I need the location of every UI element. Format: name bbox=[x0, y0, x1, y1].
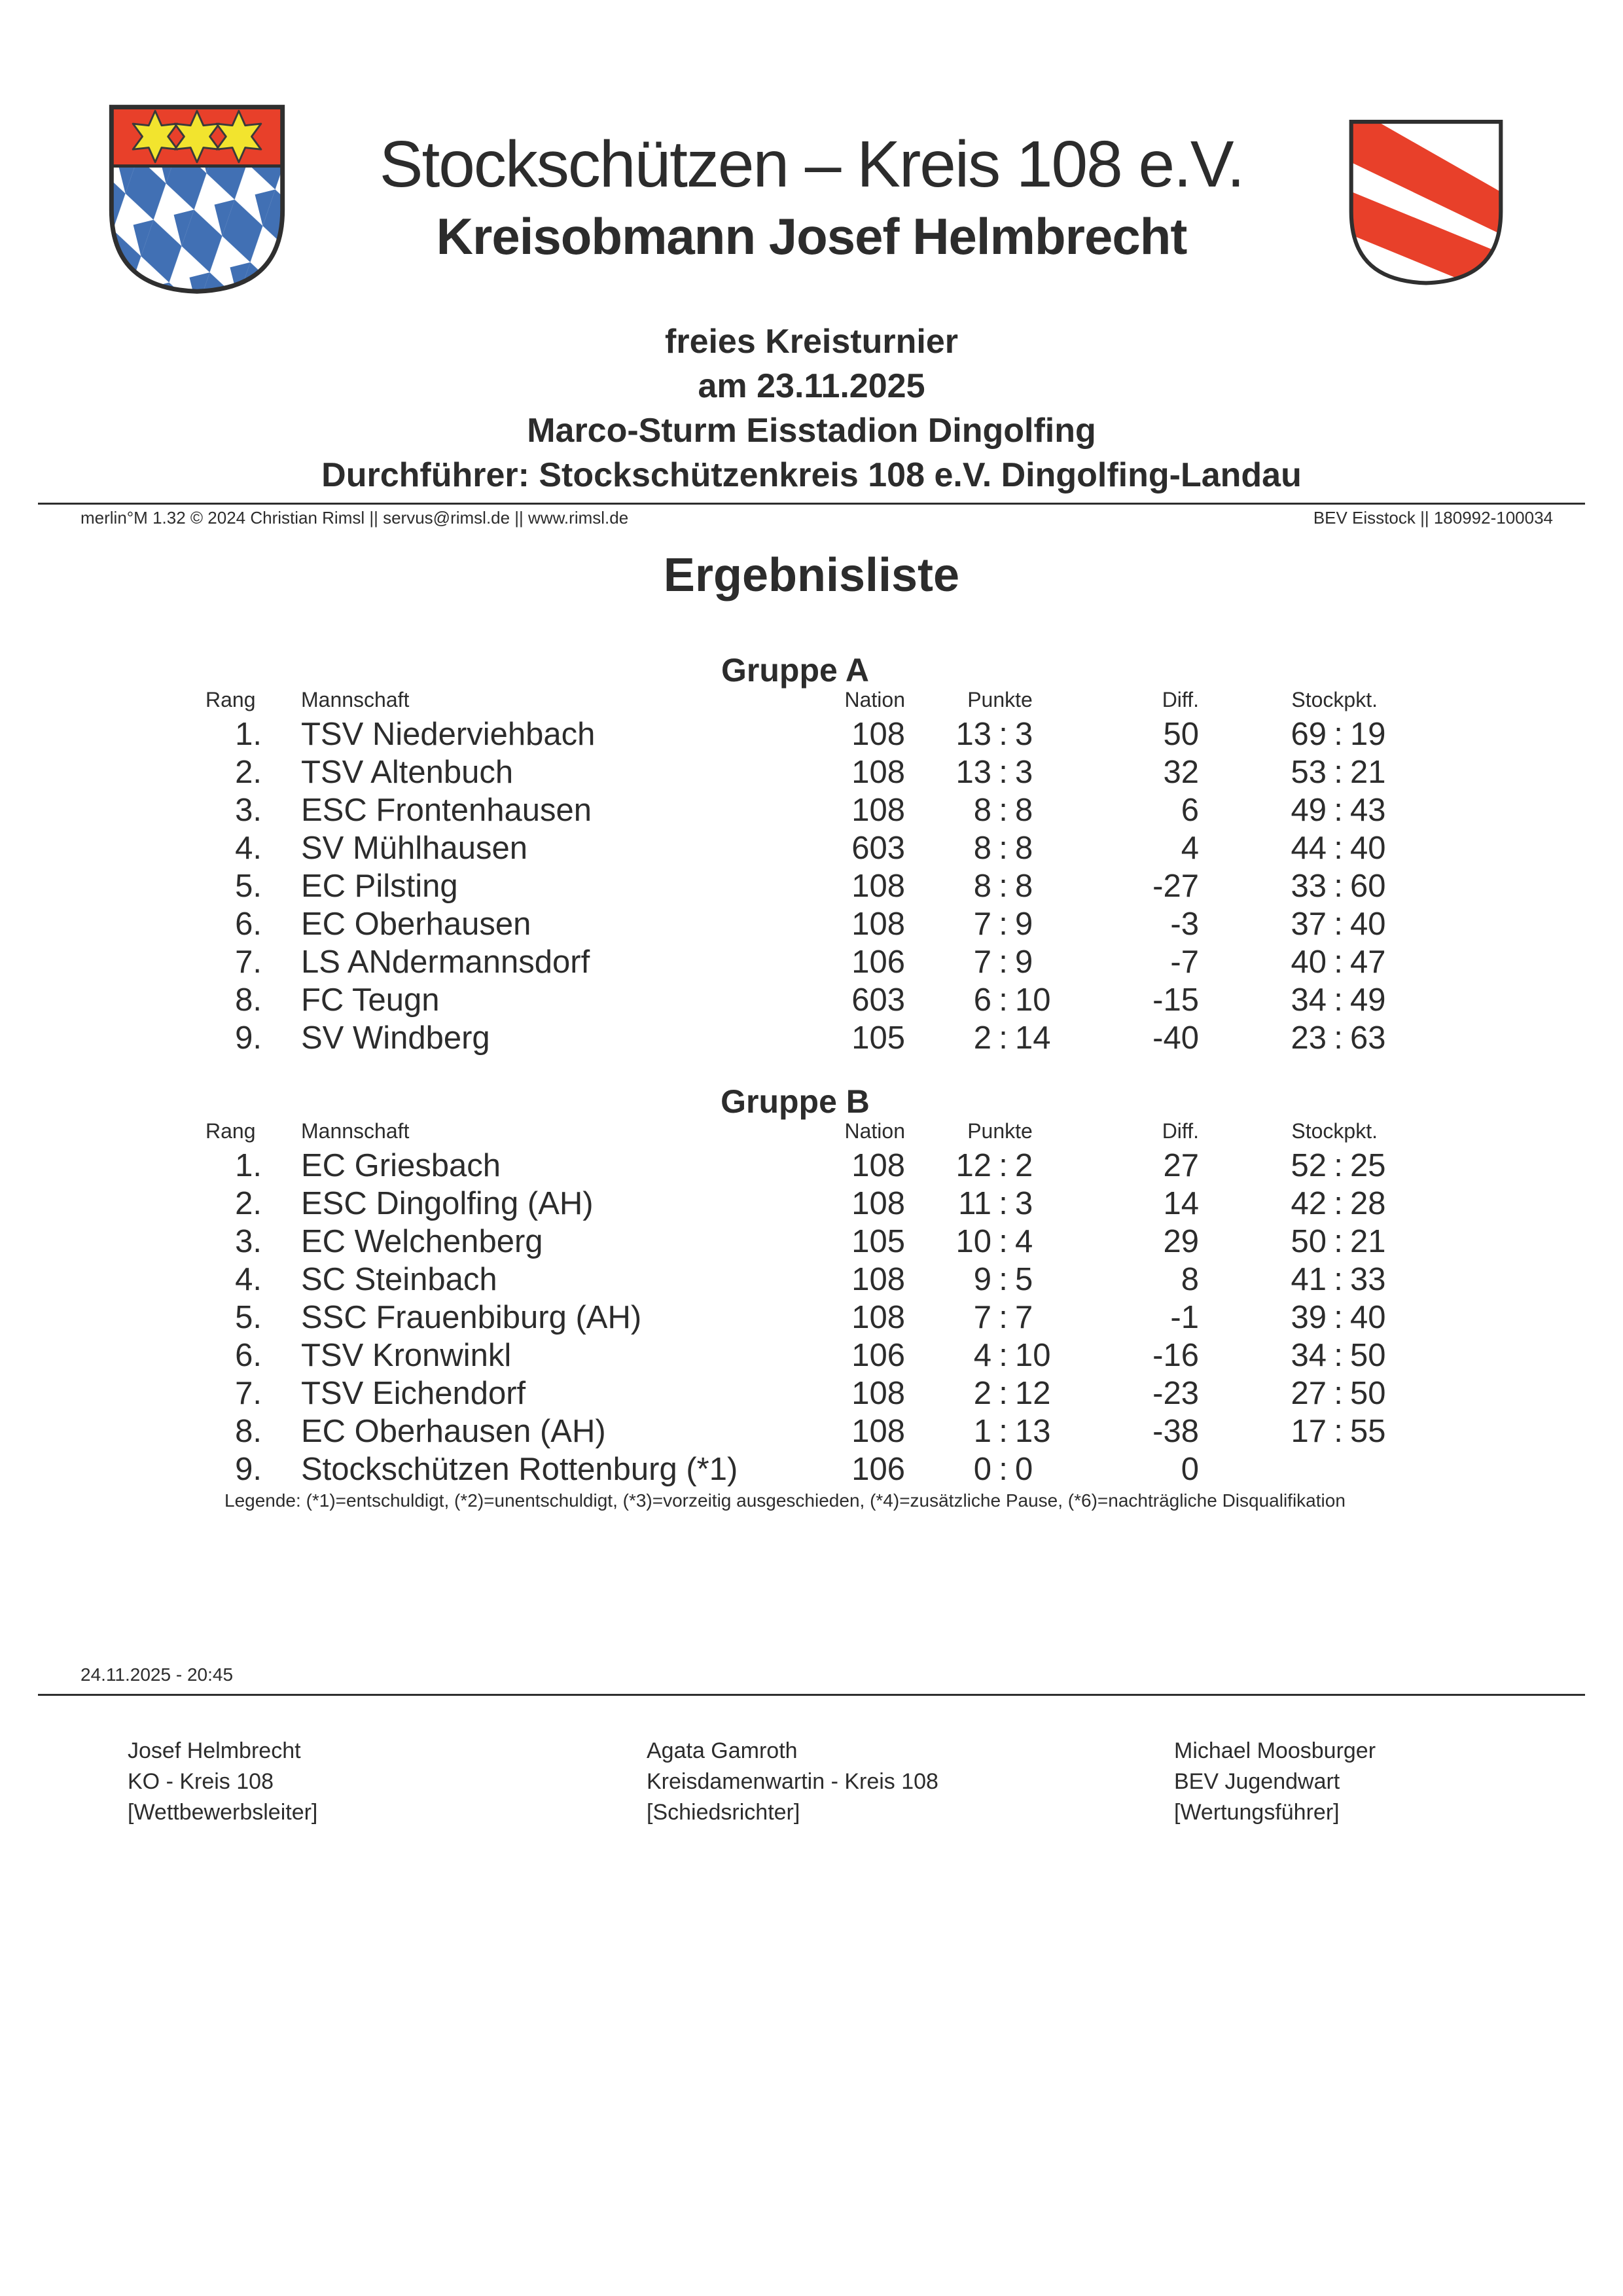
cell-rank: 9. bbox=[235, 1020, 262, 1056]
official-name: Agata Gamroth bbox=[647, 1738, 798, 1763]
cell-diff: 14 bbox=[1163, 1186, 1199, 1221]
cell-stockpkt: 23 : 63 bbox=[1291, 1020, 1386, 1056]
cell-nation: 108 bbox=[851, 755, 905, 790]
official-function: [Wertungsführer] bbox=[1174, 1800, 1340, 1825]
cell-stockpkt: 69 : 19 bbox=[1291, 717, 1386, 752]
cell-diff: -3 bbox=[1170, 906, 1199, 942]
column-header-rank: Rang bbox=[205, 1119, 256, 1143]
official-role: Kreisdamenwartin - Kreis 108 bbox=[647, 1769, 938, 1794]
cell-rank: 1. bbox=[235, 717, 262, 752]
event-name: freies Kreisturnier bbox=[665, 323, 958, 361]
cell-stockpkt: 52 : 25 bbox=[1291, 1148, 1386, 1183]
cell-rank: 1. bbox=[235, 1148, 262, 1183]
cell-nation: 108 bbox=[851, 869, 905, 904]
cell-nation: 108 bbox=[851, 717, 905, 752]
cell-stockpkt: 49 : 43 bbox=[1291, 793, 1386, 828]
table-row bbox=[0, 1147, 1623, 1185]
cell-rank: 3. bbox=[235, 793, 262, 828]
official-function: [Wettbewerbsleiter] bbox=[128, 1800, 318, 1825]
cell-diff: 8 bbox=[1181, 1262, 1199, 1297]
cell-stockpkt: 17 : 55 bbox=[1291, 1414, 1386, 1449]
column-header-stockpkt: Stockpkt. bbox=[1291, 688, 1378, 711]
table-row bbox=[0, 1299, 1623, 1336]
column-header-team: Mannschaft bbox=[301, 1119, 410, 1143]
cell-team: SSC Frauenbiburg (AH) bbox=[301, 1300, 642, 1335]
cell-points: 10 : 4 bbox=[955, 1224, 1033, 1259]
column-header-points: Punkte bbox=[967, 1119, 1033, 1143]
cell-points: 8 : 8 bbox=[973, 831, 1033, 866]
table-row bbox=[0, 829, 1623, 867]
cell-team: EC Oberhausen (AH) bbox=[301, 1414, 606, 1449]
cell-rank: 4. bbox=[235, 831, 262, 866]
cell-points: 13 : 3 bbox=[955, 755, 1033, 790]
official-name: Josef Helmbrecht bbox=[128, 1738, 301, 1763]
cell-points: 7 : 9 bbox=[973, 944, 1033, 980]
cell-team: TSV Altenbuch bbox=[301, 755, 514, 790]
cell-diff: -40 bbox=[1152, 1020, 1199, 1056]
cell-diff: 27 bbox=[1163, 1148, 1199, 1183]
software-credit: merlin°M 1.32 © 2024 Christian Rimsl || servus@rimsl.de || www.rimsl.de bbox=[80, 508, 629, 528]
table-row bbox=[0, 981, 1623, 1019]
cell-points: 1 : 13 bbox=[973, 1414, 1051, 1449]
table-row bbox=[0, 1336, 1623, 1374]
column-header-diff: Diff. bbox=[1162, 1119, 1199, 1143]
cell-stockpkt: 50 : 21 bbox=[1291, 1224, 1386, 1259]
cell-points: 6 : 10 bbox=[973, 982, 1051, 1018]
cell-nation: 108 bbox=[851, 1186, 905, 1221]
cell-diff: 0 bbox=[1181, 1452, 1199, 1487]
cell-nation: 603 bbox=[851, 831, 905, 866]
table-row bbox=[0, 1019, 1623, 1057]
cell-points: 13 : 3 bbox=[955, 717, 1033, 752]
cell-rank: 2. bbox=[235, 755, 262, 790]
official-scorer bbox=[1174, 1736, 1376, 1828]
cell-points: 0 : 0 bbox=[973, 1452, 1033, 1487]
cell-nation: 106 bbox=[851, 944, 905, 980]
cell-team: ESC Frontenhausen bbox=[301, 793, 592, 828]
column-header-diff: Diff. bbox=[1162, 688, 1199, 711]
cell-diff: -27 bbox=[1152, 869, 1199, 904]
table-row bbox=[0, 1450, 1623, 1488]
cell-stockpkt: 40 : 47 bbox=[1291, 944, 1386, 980]
cell-team: SC Steinbach bbox=[301, 1262, 497, 1297]
group-a-title: Gruppe A bbox=[721, 652, 869, 689]
footer-divider bbox=[38, 1694, 1585, 1696]
table-row bbox=[0, 1412, 1623, 1450]
federation-id: BEV Eisstock || 180992-100034 bbox=[1313, 508, 1553, 528]
cell-rank: 6. bbox=[235, 906, 262, 942]
group-b-title: Gruppe B bbox=[721, 1083, 870, 1120]
cell-diff: -16 bbox=[1152, 1338, 1199, 1373]
group-b-rows bbox=[0, 1147, 1623, 1488]
table-row bbox=[0, 1223, 1623, 1261]
cell-rank: 6. bbox=[235, 1338, 262, 1373]
column-header-points: Punkte bbox=[967, 688, 1033, 711]
event-date: am 23.11.2025 bbox=[698, 367, 925, 405]
cell-nation: 106 bbox=[851, 1338, 905, 1373]
cell-stockpkt: 42 : 28 bbox=[1291, 1186, 1386, 1221]
cell-nation: 108 bbox=[851, 1300, 905, 1335]
cell-team: EC Griesbach bbox=[301, 1148, 501, 1183]
cell-team: SV Mühlhausen bbox=[301, 831, 527, 866]
official-role: BEV Jugendwart bbox=[1174, 1769, 1340, 1794]
table-row bbox=[0, 867, 1623, 905]
cell-nation: 108 bbox=[851, 1376, 905, 1411]
officials-block bbox=[0, 1736, 1623, 1840]
cell-nation: 108 bbox=[851, 793, 905, 828]
cell-stockpkt: 41 : 33 bbox=[1291, 1262, 1386, 1297]
cell-points: 11 : 3 bbox=[958, 1186, 1033, 1221]
official-competition-leader bbox=[128, 1736, 317, 1828]
cell-team: Stockschützen Rottenburg (*1) bbox=[301, 1452, 738, 1487]
cell-rank: 5. bbox=[235, 869, 262, 904]
cell-stockpkt: 34 : 49 bbox=[1291, 982, 1386, 1018]
cell-stockpkt: 39 : 40 bbox=[1291, 1300, 1386, 1335]
column-header-team: Mannschaft bbox=[301, 688, 410, 711]
cell-nation: 108 bbox=[851, 1148, 905, 1183]
cell-stockpkt: 27 : 50 bbox=[1291, 1376, 1386, 1411]
cell-points: 12 : 2 bbox=[955, 1148, 1033, 1183]
cell-team: TSV Eichendorf bbox=[301, 1376, 526, 1411]
table-row bbox=[0, 715, 1623, 753]
cell-stockpkt: 44 : 40 bbox=[1291, 831, 1386, 866]
legend-text: Legende: (*1)=entschuldigt, (*2)=unentschuldigt, (*3)=vorzeitig ausgeschieden, (*4)=zusätzliche Pause, (*6)=nachträgliche Disqualifikation bbox=[224, 1490, 1346, 1511]
table-row bbox=[0, 943, 1623, 981]
official-role: KO - Kreis 108 bbox=[128, 1769, 274, 1794]
cell-team: ESC Dingolfing (AH) bbox=[301, 1186, 594, 1221]
cell-points: 7 : 7 bbox=[973, 1300, 1033, 1335]
cell-team: TSV Kronwinkl bbox=[301, 1338, 512, 1373]
table-row bbox=[0, 753, 1623, 791]
cell-diff: 32 bbox=[1163, 755, 1199, 790]
cell-diff: 29 bbox=[1163, 1224, 1199, 1259]
cell-nation: 603 bbox=[851, 982, 905, 1018]
cell-stockpkt: 37 : 40 bbox=[1291, 906, 1386, 942]
cell-points: 8 : 8 bbox=[973, 869, 1033, 904]
cell-team: SV Windberg bbox=[301, 1020, 490, 1056]
column-header-stockpkt: Stockpkt. bbox=[1291, 1119, 1378, 1143]
cell-rank: 9. bbox=[235, 1452, 262, 1487]
cell-rank: 4. bbox=[235, 1262, 262, 1297]
cell-points: 8 : 8 bbox=[973, 793, 1033, 828]
official-name: Michael Moosburger bbox=[1174, 1738, 1376, 1763]
cell-rank: 5. bbox=[235, 1300, 262, 1335]
cell-rank: 8. bbox=[235, 982, 262, 1018]
column-header-nation: Nation bbox=[844, 1119, 905, 1143]
table-row bbox=[0, 905, 1623, 943]
event-organizer: Durchführer: Stockschützenkreis 108 e.V. Dingolfing-Landau bbox=[321, 456, 1302, 494]
cell-points: 7 : 9 bbox=[973, 906, 1033, 942]
cell-diff: 50 bbox=[1163, 717, 1199, 752]
cell-rank: 7. bbox=[235, 944, 262, 980]
official-referee bbox=[647, 1736, 938, 1828]
cell-diff: 6 bbox=[1181, 793, 1199, 828]
event-venue: Marco-Sturm Eisstadion Dingolfing bbox=[527, 412, 1096, 450]
column-header-rank: Rang bbox=[205, 688, 256, 711]
cell-rank: 8. bbox=[235, 1414, 262, 1449]
group-a-rows bbox=[0, 715, 1623, 1057]
cell-points: 2 : 14 bbox=[973, 1020, 1051, 1056]
event-info bbox=[0, 319, 1623, 497]
group-a-table-header bbox=[0, 688, 1623, 711]
cell-team: FC Teugn bbox=[301, 982, 440, 1018]
cell-diff: -7 bbox=[1170, 944, 1199, 980]
cell-points: 2 : 12 bbox=[973, 1376, 1051, 1411]
cell-stockpkt: 33 : 60 bbox=[1291, 869, 1386, 904]
cell-diff: -15 bbox=[1152, 982, 1199, 1018]
cell-team: EC Pilsting bbox=[301, 869, 458, 904]
cell-nation: 105 bbox=[851, 1224, 905, 1259]
print-timestamp: 24.11.2025 - 20:45 bbox=[80, 1664, 234, 1685]
table-row bbox=[0, 1185, 1623, 1223]
cell-diff: 4 bbox=[1181, 831, 1199, 866]
organization-title: Stockschützen – Kreis 108 e.V. bbox=[379, 128, 1244, 201]
software-meta-line bbox=[80, 507, 1553, 528]
cell-rank: 7. bbox=[235, 1376, 262, 1411]
cell-nation: 105 bbox=[851, 1020, 905, 1056]
cell-team: EC Oberhausen bbox=[301, 906, 531, 942]
cell-team: TSV Niederviehbach bbox=[301, 717, 596, 752]
cell-stockpkt: 34 : 50 bbox=[1291, 1338, 1386, 1373]
cell-team: EC Welchenberg bbox=[301, 1224, 543, 1259]
official-function: [Schiedsrichter] bbox=[647, 1800, 800, 1825]
page-title: Ergebnisliste bbox=[663, 549, 960, 601]
cell-diff: -1 bbox=[1170, 1300, 1199, 1335]
cell-team: LS ANdermannsdorf bbox=[301, 944, 590, 980]
table-row bbox=[0, 1374, 1623, 1412]
column-header-nation: Nation bbox=[844, 688, 905, 711]
cell-nation: 108 bbox=[851, 906, 905, 942]
cell-diff: -38 bbox=[1152, 1414, 1199, 1449]
cell-stockpkt bbox=[1274, 1450, 1402, 1488]
cell-nation: 106 bbox=[851, 1452, 905, 1487]
group-b-table-header bbox=[0, 1119, 1623, 1143]
cell-points: 4 : 10 bbox=[973, 1338, 1051, 1373]
cell-nation: 108 bbox=[851, 1414, 905, 1449]
cell-rank: 2. bbox=[235, 1186, 262, 1221]
cell-points: 9 : 5 bbox=[973, 1262, 1033, 1297]
organization-subtitle: Kreisobmann Josef Helmbrecht bbox=[436, 207, 1187, 265]
cell-rank: 3. bbox=[235, 1224, 262, 1259]
cell-nation: 108 bbox=[851, 1262, 905, 1297]
cell-diff: -23 bbox=[1152, 1376, 1199, 1411]
table-row bbox=[0, 791, 1623, 829]
cell-stockpkt: 53 : 21 bbox=[1291, 755, 1386, 790]
header-divider bbox=[38, 503, 1585, 505]
table-row bbox=[0, 1261, 1623, 1299]
